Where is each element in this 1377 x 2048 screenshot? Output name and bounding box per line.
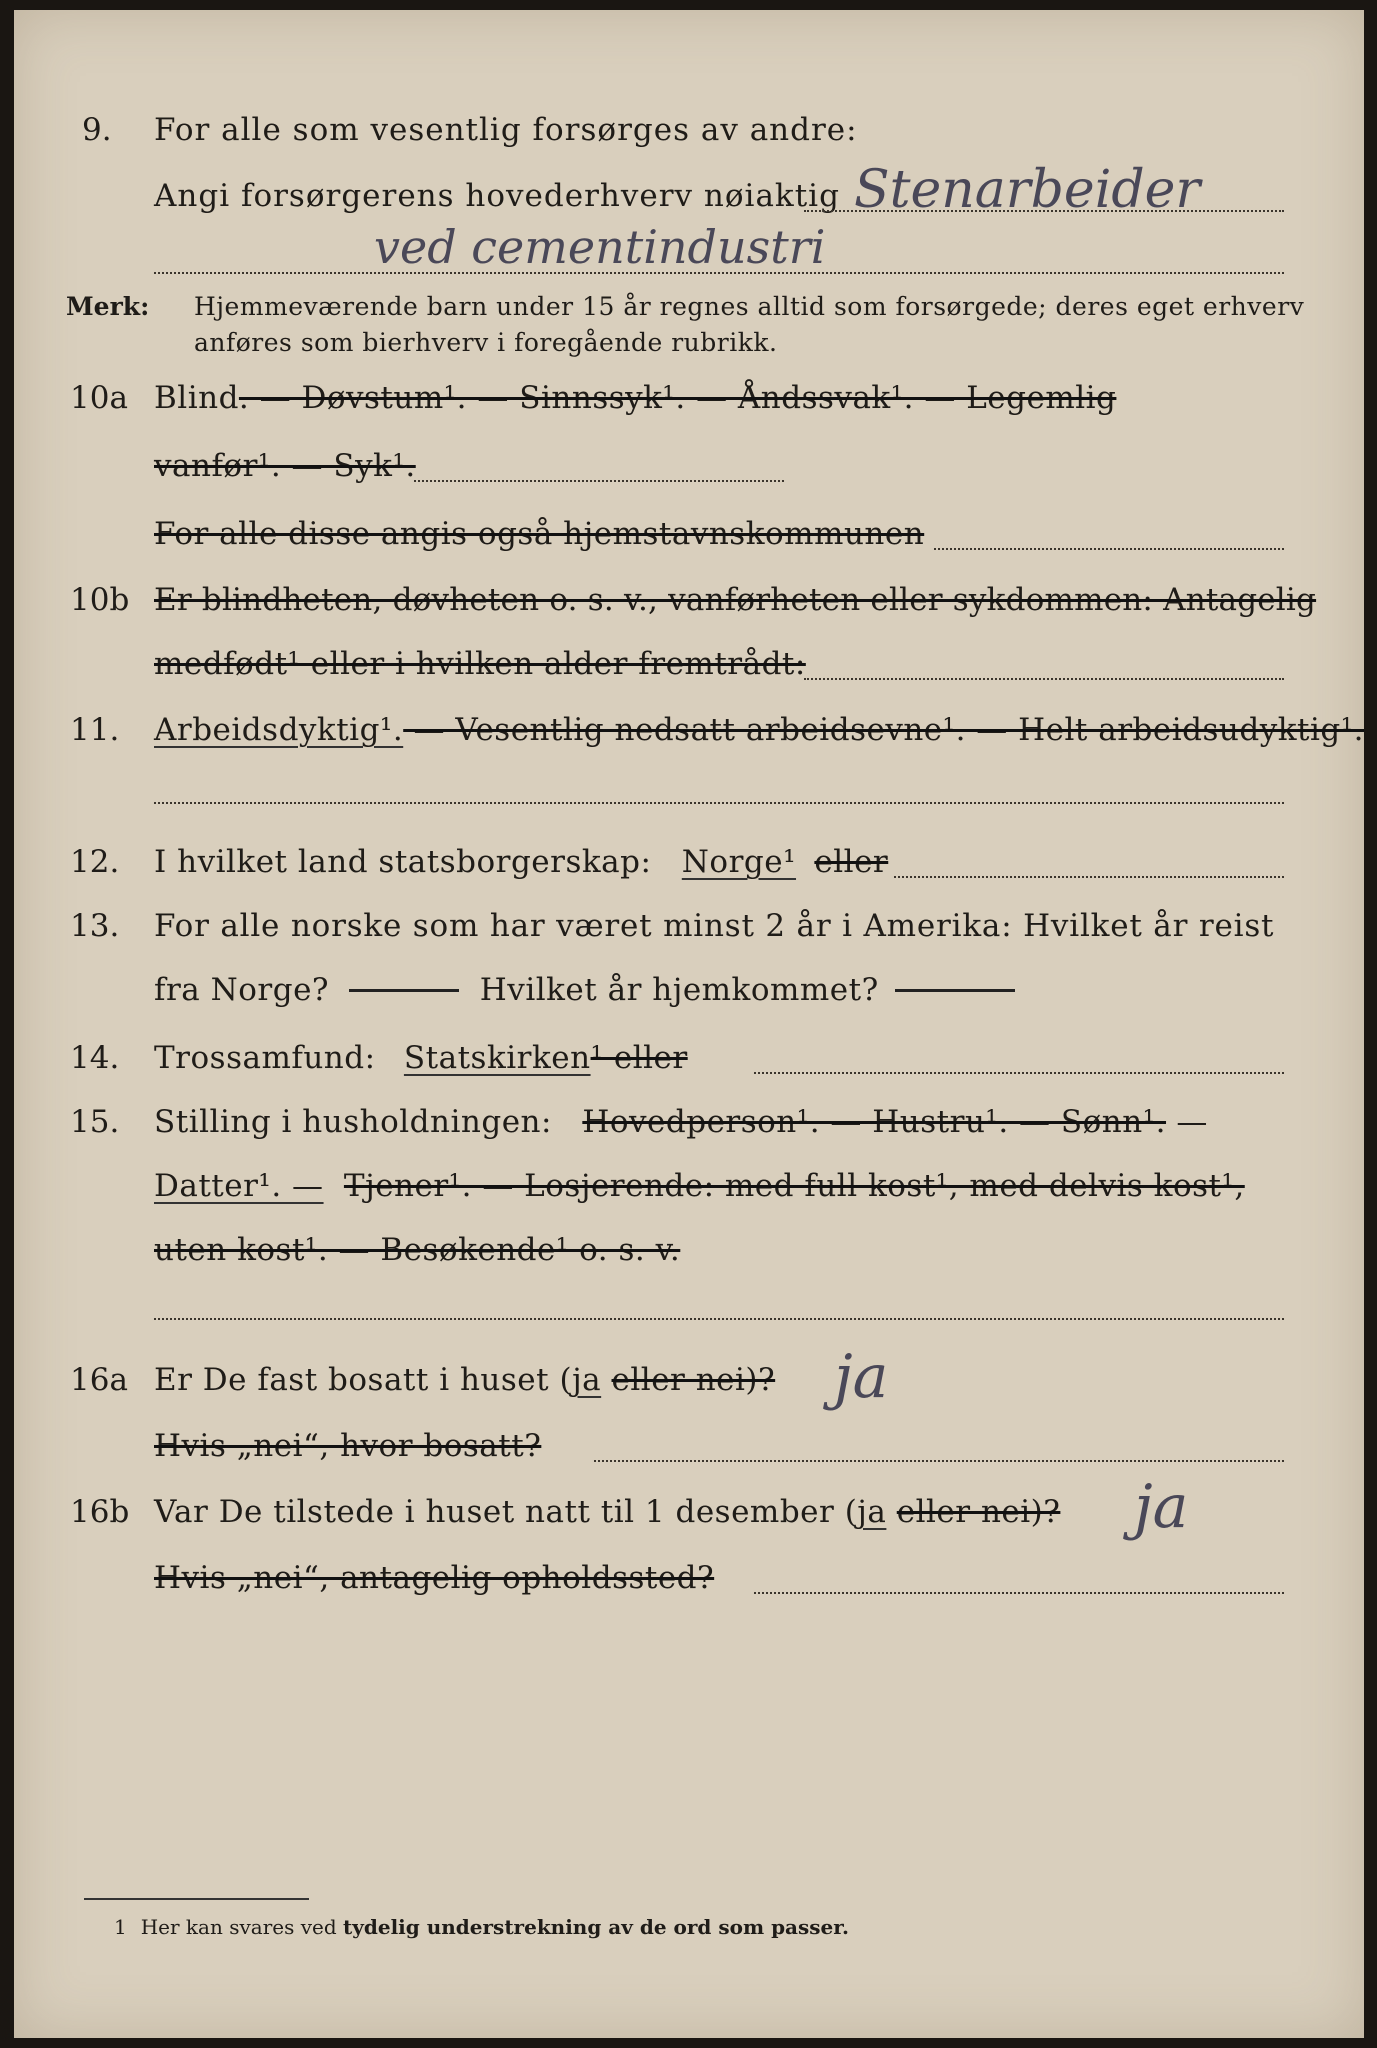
- q10b-line1: Er blindheten, døvheten o. s. v., vanførheten eller sykdommen: Antagelig: [154, 582, 1317, 618]
- q9-handwritten-industry: ved cementindustri: [374, 220, 826, 274]
- q15-line3: uten kost¹. — Besøkende¹ o. s. v.: [154, 1232, 681, 1268]
- q15-line2: [154, 1168, 1245, 1204]
- q13-number: 13.: [70, 908, 120, 944]
- q16b-struck: eller nei)?: [896, 1494, 1061, 1530]
- q14-number: 14.: [70, 1040, 120, 1076]
- q13-returned: Hvilket år hjemkommet?: [479, 972, 879, 1008]
- q12-dotted-line: [894, 876, 1284, 878]
- q15-number: 15.: [70, 1104, 120, 1140]
- q10a-dotted-line-3: [934, 548, 1284, 550]
- q12-line: [154, 844, 888, 880]
- q10a-number: 10a: [70, 380, 128, 416]
- merk-label: Merk:: [66, 292, 150, 321]
- q16b-dotted-line: [754, 1592, 1284, 1594]
- q11-number: 11.: [70, 712, 120, 748]
- q11-dotted-line: [154, 802, 1284, 804]
- footnote-bold-text: tydelig understrekning av de ord som passer.: [343, 1915, 849, 1939]
- q9-handwritten-occupation: Stenarbeider: [854, 160, 1201, 220]
- q10a-dotted-line-2: [414, 480, 784, 482]
- q15-line1: [154, 1104, 1208, 1140]
- q10b-dotted-line: [804, 678, 1284, 680]
- q13-line2: [154, 972, 1015, 1008]
- q16a-ja: ja: [572, 1362, 602, 1398]
- q9-line1: For alle som vesentlig forsørges av andre:: [154, 112, 858, 148]
- q16a-line1: [154, 1362, 775, 1398]
- q10a-struck-options: . — Døvstum¹. — Sinnssyk¹. — Åndssvak¹. — Legemlig: [238, 380, 1117, 416]
- q15-dash: —: [1166, 1104, 1208, 1140]
- q15-struck-2: Tjener¹. — Losjerende: med full kost¹, med delvis kost¹,: [343, 1168, 1245, 1204]
- q10b-number: 10b: [70, 582, 130, 618]
- q16a-question: Er De fast bosatt i huset (: [154, 1362, 573, 1398]
- q13-dash-1: [349, 989, 459, 992]
- q11-selected-option: Arbeidsdyktig¹.: [154, 712, 404, 748]
- q15-struck-1: Hovedperson¹. — Hustru¹. — Sønn¹.: [582, 1104, 1167, 1140]
- q13-dash-2: [895, 989, 1015, 992]
- q15-dotted-line: [154, 1318, 1284, 1320]
- q16a-line2: Hvis „nei“, hvor bosatt?: [154, 1428, 542, 1464]
- q10a-line3: For alle disse angis også hjemstavnskommunen: [154, 516, 925, 552]
- q11-line1: [154, 712, 1364, 748]
- q14-struck: ¹ eller: [590, 1040, 688, 1076]
- q10b-line2: medfødt¹ eller i hvilken alder fremtrådt:: [154, 646, 806, 682]
- footnote-mark: 1: [114, 1915, 127, 1939]
- footnote-rule: [84, 1898, 309, 1900]
- q10a-line1: [154, 380, 1116, 416]
- q14-question: Trossamfund:: [154, 1040, 376, 1076]
- q12-selected: Norge¹: [681, 844, 797, 880]
- q9-line2: Angi forsørgerens hovederhverv nøiaktig: [154, 178, 840, 214]
- q16a-number: 16a: [70, 1362, 128, 1398]
- merk-line2: anføres som bierhverv i foregående rubrikk.: [194, 328, 778, 357]
- q16b-line2: Hvis „nei“, antagelig opholdssted?: [154, 1560, 715, 1596]
- q10a-line2: vanfør¹. — Syk¹.: [154, 448, 416, 484]
- q16b-question: Var De tilstede i huset natt til 1 desember (: [154, 1494, 858, 1530]
- q16a-struck: eller nei)?: [611, 1362, 776, 1398]
- q12-struck: eller: [814, 844, 889, 880]
- q16b-line1: [154, 1494, 1060, 1530]
- merk-line1: Hjemmeværende barn under 15 år regnes alltid som forsørgede; deres eget erhverv: [194, 292, 1305, 321]
- q11-struck-options: — Vesentlig nedsatt arbeidsevne¹. — Helt arbeidsudyktig¹.: [403, 712, 1365, 748]
- q10a-blind: Blind: [154, 380, 239, 416]
- q12-number: 12.: [70, 844, 120, 880]
- q16a-dotted-line: [594, 1460, 1284, 1462]
- q16b-handwritten-answer: ja: [1134, 1472, 1189, 1542]
- q13-from-norway: fra Norge?: [154, 972, 330, 1008]
- q9-number: 9.: [82, 112, 112, 148]
- q14-selected: Statskirken: [403, 1040, 591, 1076]
- footnote-text: Her kan svares ved: [140, 1915, 344, 1939]
- q13-line1: For alle norske som har været minst 2 år i Amerika: Hvilket år reist: [154, 908, 1275, 944]
- q12-question: I hvilket land statsborgerskap:: [154, 844, 652, 880]
- q15-selected: Datter¹. —: [154, 1168, 324, 1204]
- q14-line: [154, 1040, 688, 1076]
- q16b-ja: ja: [857, 1494, 887, 1530]
- q14-dotted-line: [754, 1072, 1284, 1074]
- q16b-number: 16b: [70, 1494, 130, 1530]
- q16a-handwritten-answer: ja: [834, 1342, 889, 1412]
- census-form-page: [14, 10, 1364, 2038]
- footnote: [114, 1915, 849, 1939]
- q15-question: Stilling i husholdningen:: [154, 1104, 552, 1140]
